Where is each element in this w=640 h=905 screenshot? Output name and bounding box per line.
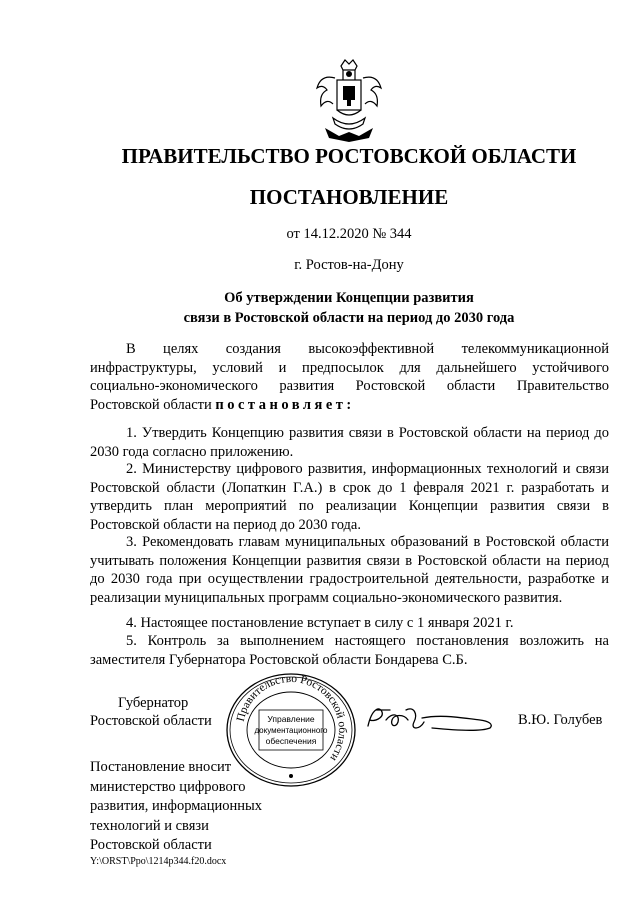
handwritten-signature <box>362 700 502 736</box>
file-path: Y:\ORST\Ppo\1214p344.f20.docx <box>90 856 227 867</box>
government-title: ПРАВИТЕЛЬСТВО РОСТОВСКОЙ ОБЛАСТИ <box>121 144 577 168</box>
stamp-inner-line-3: обеспечения <box>265 736 317 746</box>
submitter-line-4: технологий и связи <box>90 817 209 834</box>
submitter-line-2: министерство цифрового <box>90 778 246 795</box>
title-line-1: Об утверждении Концепции развития <box>224 290 474 306</box>
coat-of-arms-icon <box>313 58 385 144</box>
submitter-line-1: Постановление вносит <box>90 759 232 775</box>
item-1: 1. Утвердить Концепцию развития связи в Ростовской области на период до 2030 года согласно приложению. <box>90 425 609 460</box>
item-5: 5. Контроль за выполнением настоящего постановления возложить на заместителя Губернатора Ростовской области Бондарева С.Б. <box>90 633 609 668</box>
preamble-text: В целях создания высокоэффективной телекоммуникационной инфраструктуры, условий и предпосылок для дальнейшего устойчивого социально-экономического развития Ростовской области Правительство Ростовской области <box>90 341 609 413</box>
role-line-2: Ростовской области <box>90 713 212 729</box>
title-line-2: связи в Ростовской области на период до 2030 года <box>183 310 515 326</box>
date-number: от 14.12.2020 № 344 <box>286 226 412 242</box>
stamp-inner-line-2: документационного <box>254 726 328 735</box>
submitter-line-5: Ростовской области <box>90 837 212 853</box>
signatory-name: В.Ю. Голубев <box>518 712 603 728</box>
item-3: 3. Рекомендовать главам муниципальных образований в Ростовской области учитывать положения Концепции развития связи в Ростовской области на период до 2030 года при осуществлении градостроительной деятельности, разработке и реализации муниципальных программ социально-экономического развития. <box>90 534 609 606</box>
item-4: 4. Настоящее постановление вступает в силу с 1 января 2021 г. <box>126 615 514 631</box>
document-title <box>0 288 640 328</box>
signatory-role <box>90 694 212 730</box>
item-2: 2. Министерству цифрового развития, информационных технологий и связи Ростовской области (Лопаткин Г.А.) в срок до 1 февраля 2021 г. разработать и утвердить план мероприятий по реализации Концепции развития связи в Ростовской области на период до 2030 года. <box>90 461 609 533</box>
decision-word: постановляет: <box>215 396 355 413</box>
preamble <box>90 340 609 414</box>
city-line: г. Ростов-на-Дону <box>294 257 404 273</box>
stamp-ring-text: Правительство Ростовской области <box>234 672 349 764</box>
submitter-block <box>90 758 262 856</box>
document-type: ПОСТАНОВЛЕНИЕ <box>249 185 449 209</box>
stamp-inner-line-1: Управление <box>267 714 315 724</box>
submitter-line-3: развития, информационных <box>90 798 263 814</box>
role-line-1: Губернатор <box>118 695 189 711</box>
